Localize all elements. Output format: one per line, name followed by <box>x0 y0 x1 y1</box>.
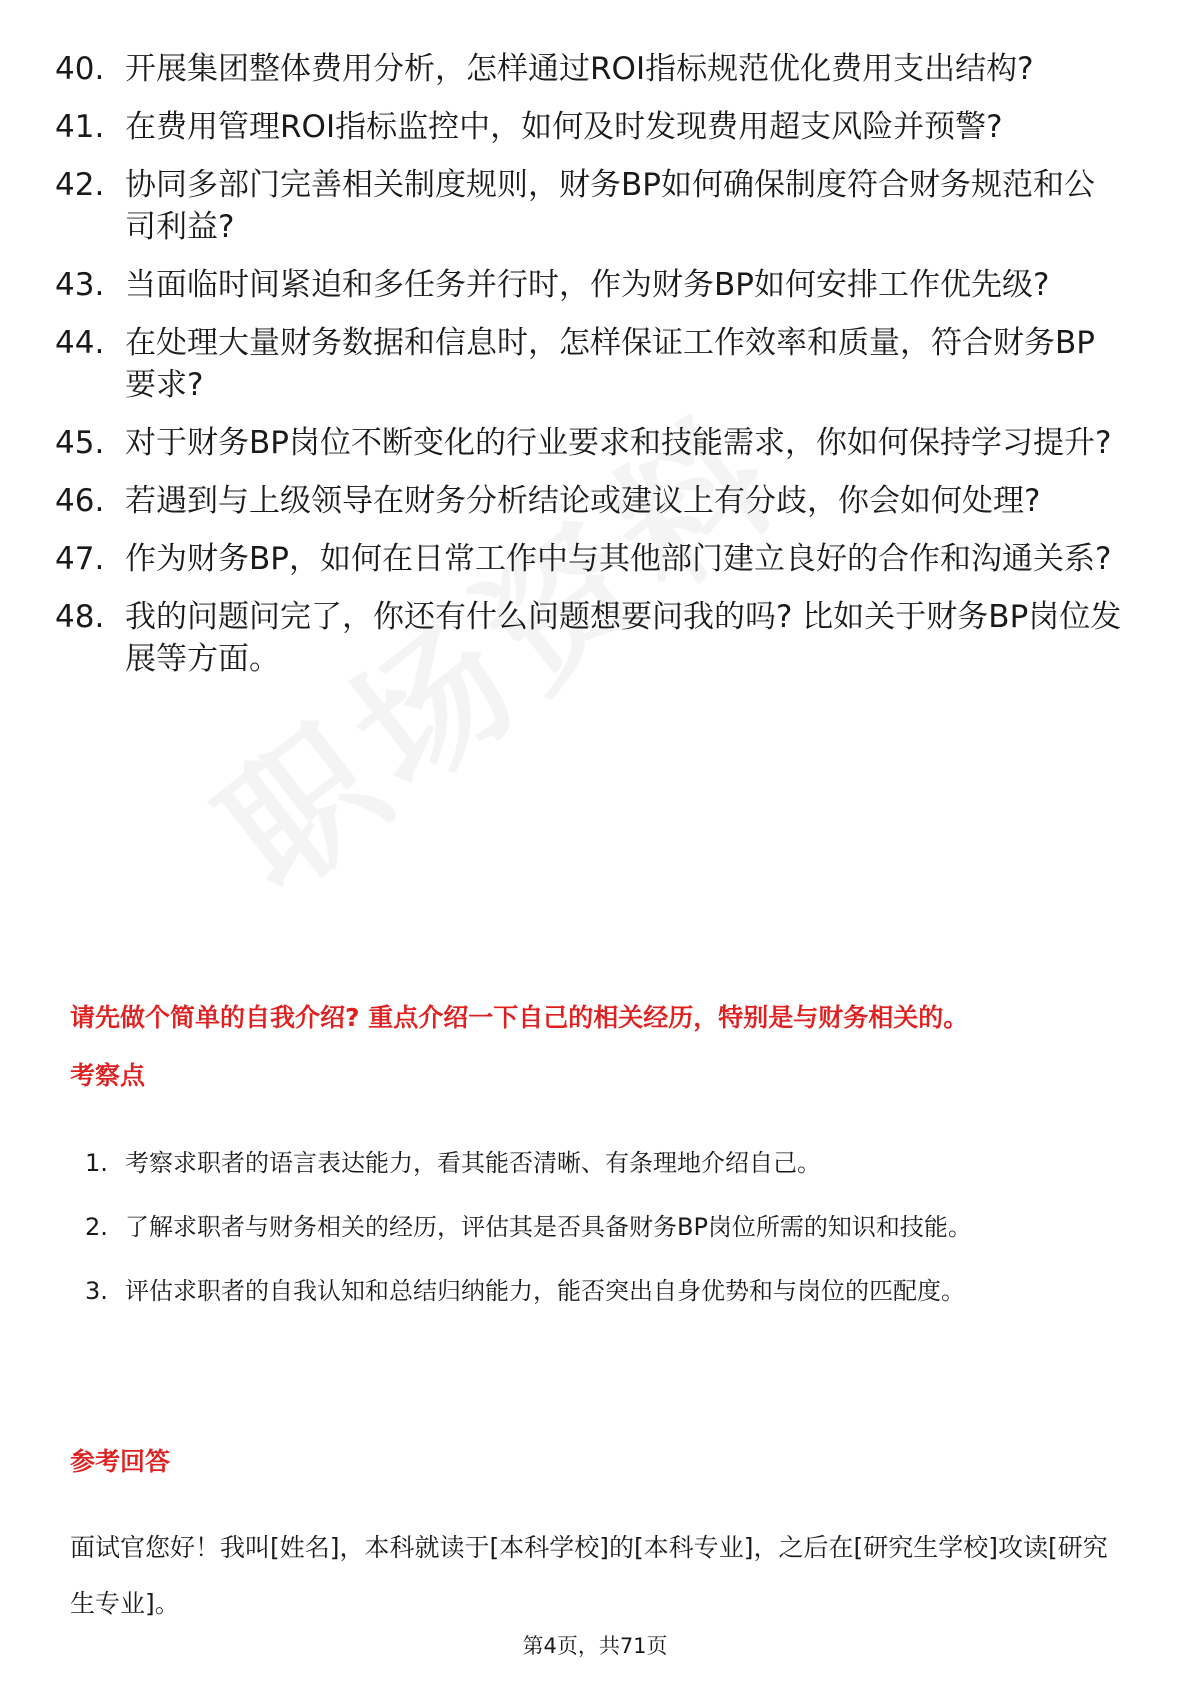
question-text: 作为财务BP，如何在日常工作中与其他部门建立良好的合作和沟通关系? <box>125 541 1112 577</box>
point-text: 评估求职者的自我认知和总结归纳能力，能否突出自身优势和与岗位的匹配度。 <box>125 1277 965 1305</box>
item-number: 1. <box>85 1149 108 1177</box>
question-text: 在费用管理ROI指标监控中，如何及时发现费用超支风险并预警? <box>125 109 1003 145</box>
item-number: 48. <box>55 599 105 635</box>
list-item <box>55 48 1135 90</box>
question-text: 当面临时间紧迫和多任务并行时，作为财务BP如何安排工作优先级? <box>125 267 1050 303</box>
item-number: 40. <box>55 51 105 87</box>
list-item <box>85 1263 1085 1319</box>
section-heading: 请先做个简单的自我介绍? 重点介绍一下自己的相关经历，特别是与财务相关的。 <box>70 1003 969 1032</box>
question-list <box>55 48 1135 696</box>
item-number: 44. <box>55 325 105 361</box>
points-title: 考察点 <box>70 1061 146 1090</box>
list-item <box>55 596 1135 680</box>
list-item <box>55 106 1135 148</box>
question-text: 在处理大量财务数据和信息时，怎样保证工作效率和质量，符合财务BP要求? <box>125 325 1095 403</box>
question-text: 开展集团整体费用分析，怎样通过ROI指标规范优化费用支出结构? <box>125 51 1034 87</box>
question-text: 我的问题问完了，你还有什么问题想要问我的吗? 比如关于财务BP岗位发展等方面。 <box>125 599 1122 677</box>
question-text: 协同多部门完善相关制度规则，财务BP如何确保制度符合财务规范和公司利益? <box>125 167 1095 245</box>
list-item <box>55 164 1135 248</box>
list-item <box>55 480 1135 522</box>
list-item <box>55 538 1135 580</box>
item-number: 42. <box>55 167 105 203</box>
item-number: 45. <box>55 425 105 461</box>
question-text: 若遇到与上级领导在财务分析结论或建议上有分歧，你会如何处理? <box>125 483 1041 519</box>
list-item <box>85 1135 1085 1191</box>
answer-text: 面试官您好！我叫[姓名]，本科就读于[本科学校]的[本科专业]，之后在[研究生学校]攻读[研究生专业]。 <box>70 1533 1108 1618</box>
item-number: 2. <box>85 1213 108 1241</box>
list-item <box>55 322 1135 406</box>
list-item <box>55 264 1135 306</box>
point-text: 了解求职者与财务相关的经历，评估其是否具备财务BP岗位所需的知识和技能。 <box>125 1213 972 1241</box>
item-number: 43. <box>55 267 105 303</box>
question-text: 对于财务BP岗位不断变化的行业要求和技能需求，你如何保持学习提升? <box>125 425 1112 461</box>
list-item <box>85 1199 1085 1255</box>
item-number: 46. <box>55 483 105 519</box>
page-footer: 第4页，共71页 <box>522 1634 668 1658</box>
point-text: 考察求职者的语言表达能力，看其能否清晰、有条理地介绍自己。 <box>125 1149 821 1177</box>
answer-title: 参考回答 <box>70 1447 171 1476</box>
list-item <box>55 422 1135 464</box>
item-number: 3. <box>85 1277 108 1305</box>
points-list <box>85 1135 1085 1327</box>
item-number: 47. <box>55 541 105 577</box>
item-number: 41. <box>55 109 105 145</box>
